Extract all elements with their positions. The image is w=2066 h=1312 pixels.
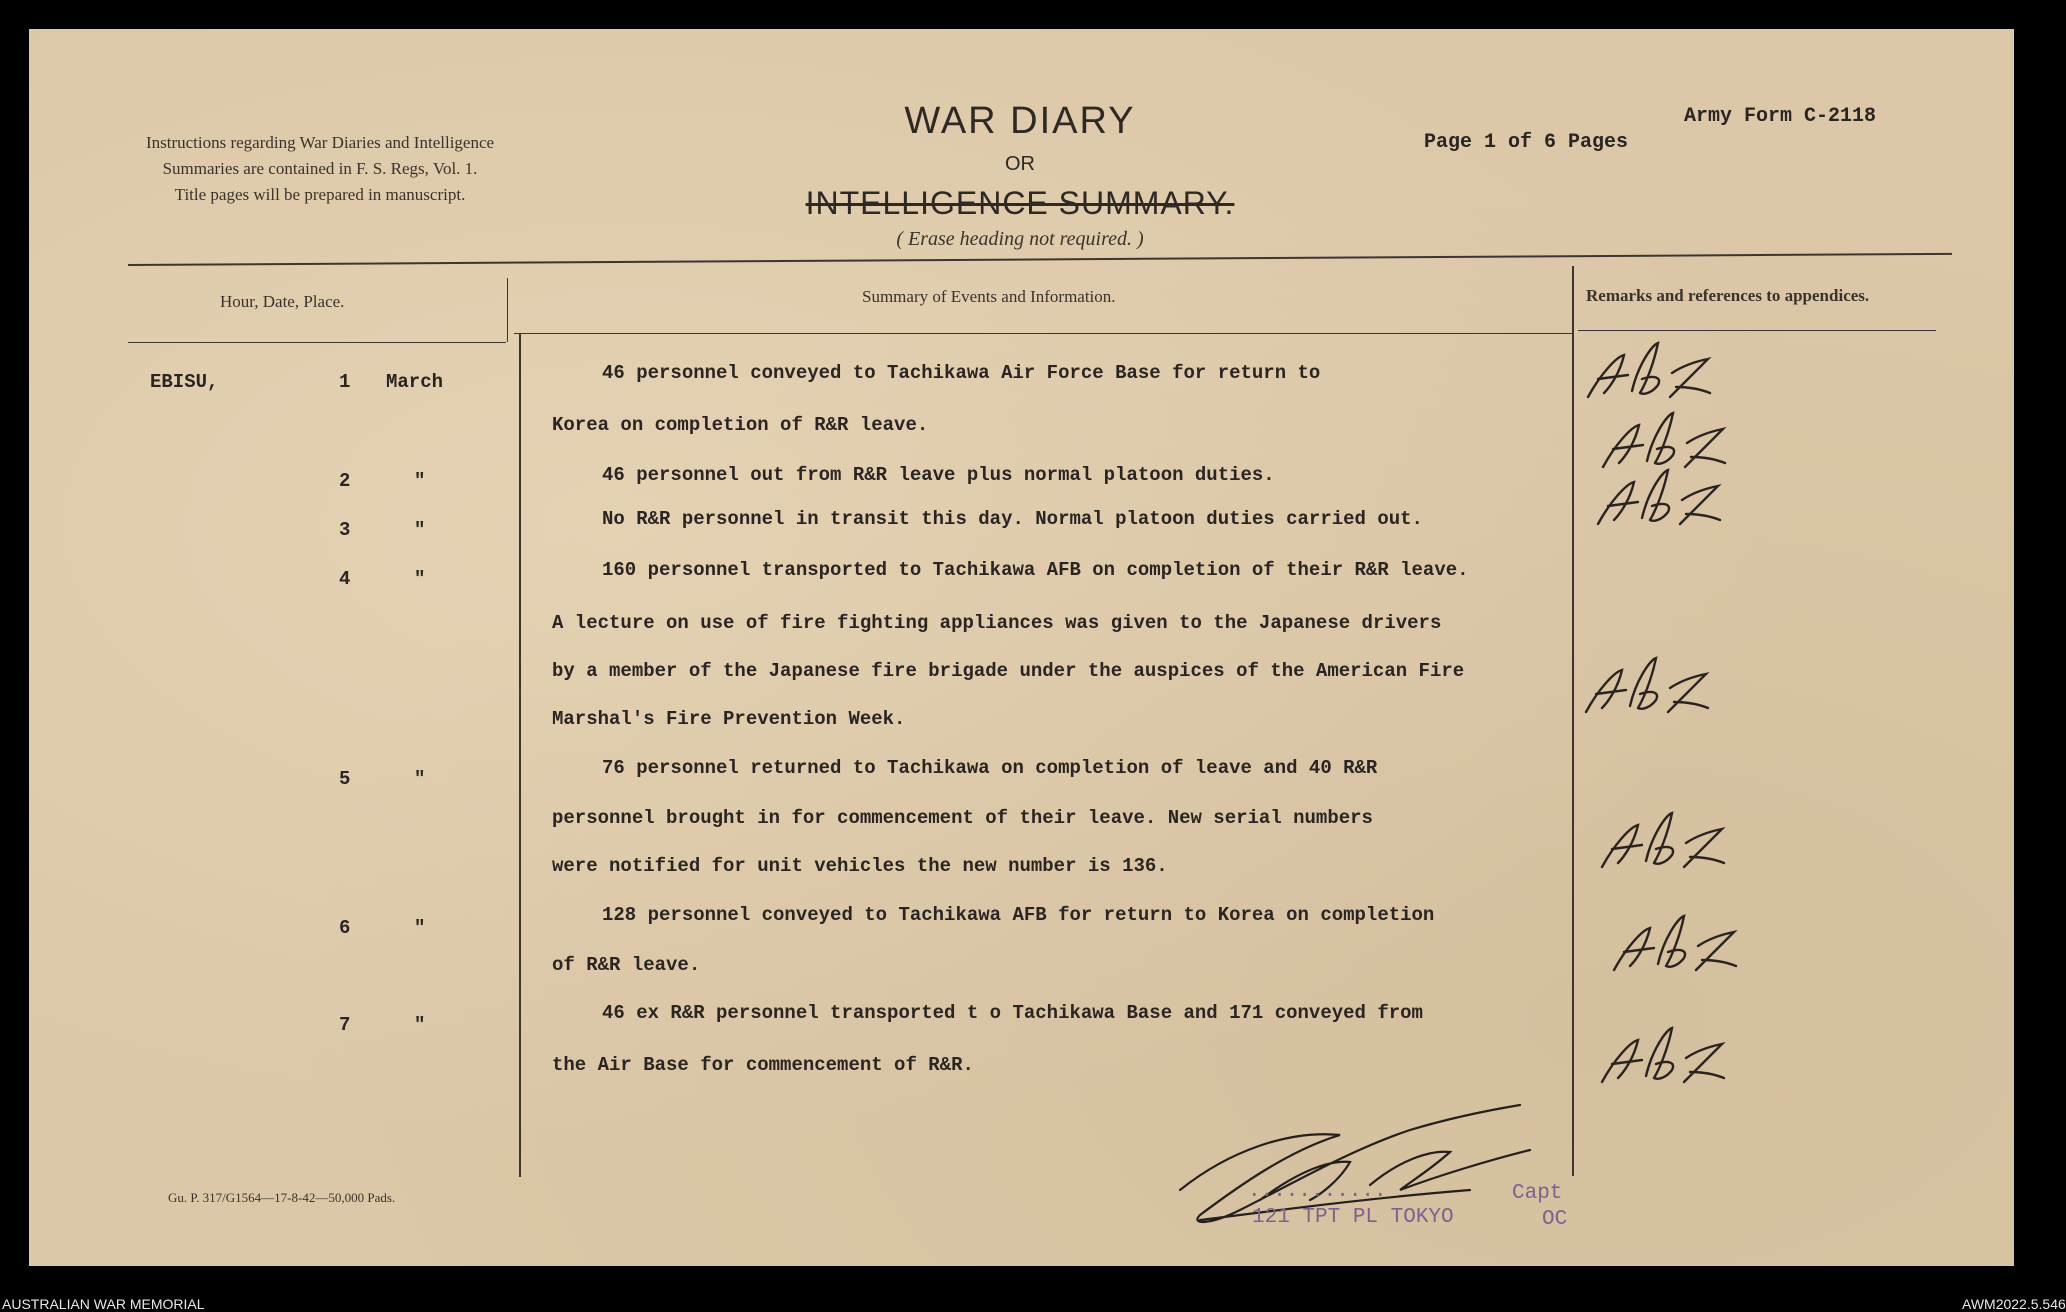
entry-month: " [414, 568, 426, 590]
entry-line: 128 personnel conveyed to Tachikawa AFB for return to Korea on completion [602, 904, 1435, 926]
column-divider-right [1572, 266, 1574, 1176]
entry-month: " [414, 470, 426, 492]
instructions-line: Instructions regarding War Diaries and Intelligence [145, 133, 495, 152]
signature-role: OC [1542, 1208, 1568, 1231]
entry-day: 7 [339, 1014, 351, 1036]
army-form-label: Army Form C-2118 [1684, 105, 1877, 128]
place-header-rule [128, 342, 506, 343]
entry-day: 4 [339, 568, 351, 590]
entry-month: " [414, 768, 426, 790]
war-diary-title: WAR DIARY [904, 100, 1136, 142]
entry-line: of R&R leave. [552, 954, 701, 976]
summary-header-rule [514, 333, 1572, 334]
initials-mark [1580, 335, 1720, 407]
column-divider-left-top [507, 278, 508, 342]
column-header-place: Hour, Date, Place. [220, 292, 345, 311]
instructions-line: Summaries are contained in F. S. Regs, Vol. 1. [162, 159, 478, 178]
initials-mark [1594, 1020, 1734, 1092]
entry-day: 3 [339, 519, 351, 541]
entry-month: " [414, 519, 426, 541]
signature-rank: Capt [1512, 1182, 1563, 1205]
initials-mark [1606, 908, 1746, 980]
entry-line: 46 personnel out from R&R leave plus normal platoon duties. [602, 464, 1275, 486]
entry-line: Marshal's Fire Prevention Week. [552, 708, 906, 730]
entry-day: 1 [339, 371, 351, 393]
entry-line: Korea on completion of R&R leave. [552, 414, 929, 436]
entry-day: 5 [339, 768, 351, 790]
entry-day: 6 [339, 917, 351, 939]
entry-line: 160 personnel transported to Tachikawa AFB on completion of their R&R leave. [602, 559, 1469, 581]
entry-line: by a member of the Japanese fire brigade under the auspices of the American Fire [552, 660, 1465, 682]
entry-line: No R&R personnel in transit this day. Normal platoon duties carried out. [602, 508, 1423, 530]
remarks-header-rule [1578, 330, 1936, 331]
entry-month: March [386, 371, 444, 393]
column-divider-left [519, 333, 521, 1177]
entry-month: " [414, 917, 426, 939]
erase-note: ( Erase heading not required. ) [896, 228, 1144, 250]
dotted-signature-line: ........... [1248, 1180, 1387, 1203]
instructions-line: Title pages will be prepared in manuscript. [174, 185, 466, 204]
column-header-remarks: Remarks and references to appendices. [1586, 286, 1870, 305]
column-header-summary: Summary of Events and Information. [862, 287, 1116, 306]
entry-line: 46 personnel conveyed to Tachikawa Air Force Base for return to [602, 362, 1321, 384]
intelligence-summary-title: INTELLIGENCE SUMMARY. [805, 185, 1235, 221]
unit-stamp: 121 TPT PL TOKYO [1252, 1206, 1454, 1229]
entry-line: personnel brought in for commencement of their leave. New serial numbers [552, 807, 1373, 829]
archive-credit: AUSTRALIAN WAR MEMORIAL [2, 1296, 205, 1312]
or-label: OR [1005, 153, 1035, 175]
initials-mark [1578, 650, 1718, 722]
initials-mark [1590, 462, 1730, 534]
entry-day: 2 [339, 470, 351, 492]
entry-line: 76 personnel returned to Tachikawa on completion of leave and 40 R&R [602, 757, 1378, 779]
entry-line: were notified for unit vehicles the new number is 136. [552, 855, 1168, 877]
print-reference: Gu. P. 317/G1564—17-8-42—50,000 Pads. [168, 1190, 396, 1205]
entry-month: " [414, 1014, 426, 1036]
initials-mark [1594, 805, 1734, 877]
page-counter: Page 1 of 6 Pages [1424, 131, 1629, 154]
entry-line: 46 ex R&R personnel transported t o Tachikawa Base and 171 conveyed from [602, 1002, 1423, 1024]
archive-reference: AWM2022.5.546 [1962, 1296, 2066, 1312]
entry-line: the Air Base for commencement of R&R. [552, 1054, 974, 1076]
entry-line: A lecture on use of fire fighting appliances was given to the Japanese drivers [552, 612, 1442, 634]
place-label: EBISU, [150, 371, 219, 393]
